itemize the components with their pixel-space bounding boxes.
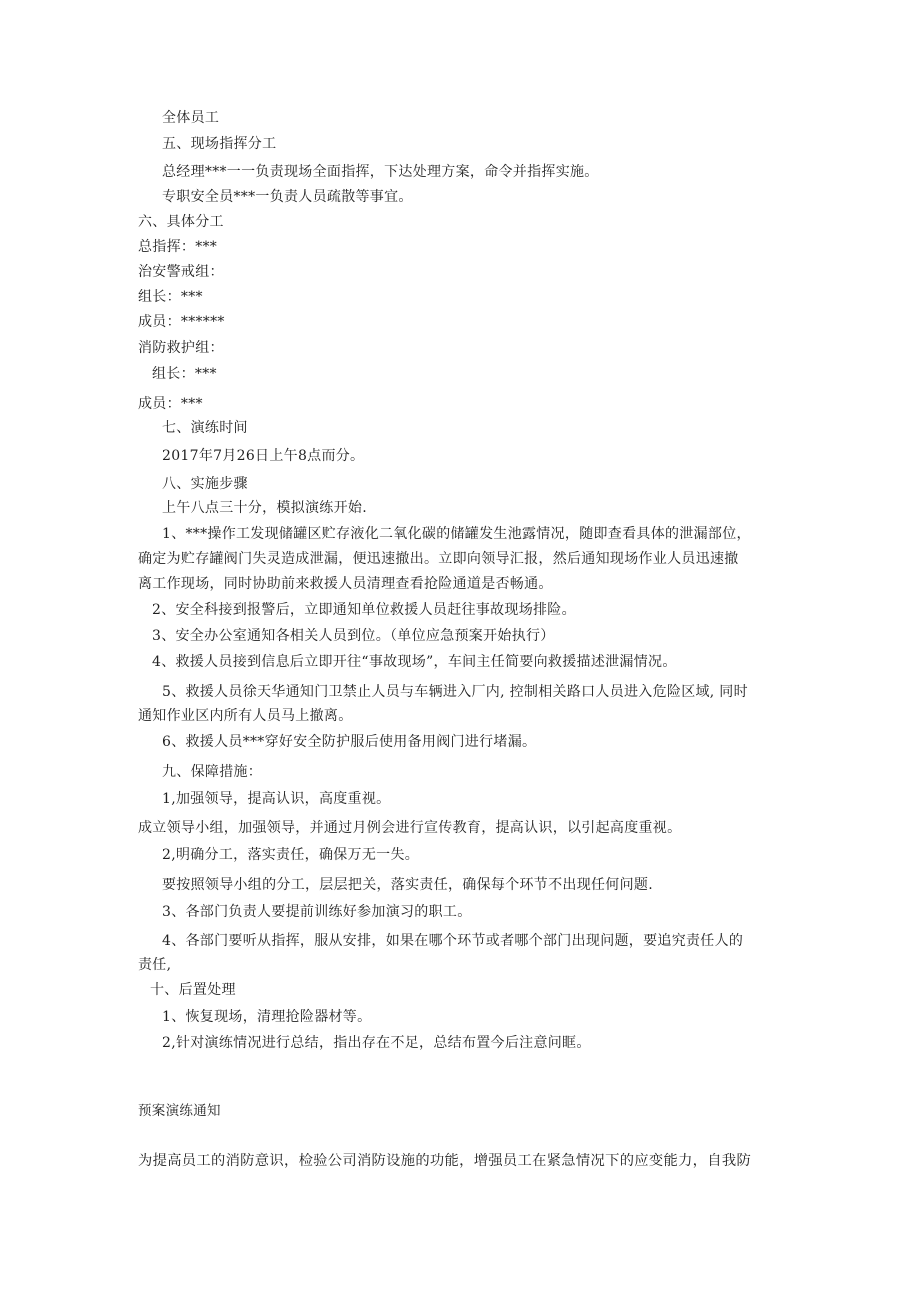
text-line: 2、安全科接到报警后，立即通知单位救援人员赶往事故现场排险。 — [152, 602, 576, 618]
text-line: 组长：*** — [152, 366, 217, 382]
text-line: 2017年7月26日上午8点而分。 — [162, 448, 365, 464]
text-line: 1、***操作工发现储罐区贮存液化二氧化碳的储罐发生池露情况，随即查看具体的泄漏部位， — [162, 526, 751, 542]
text-line: 总指挥：*** — [138, 239, 218, 255]
notice-title: 预案演练通知 — [138, 1103, 221, 1119]
text-line: 专职安全员***一负责人员疏散等事宜。 — [162, 189, 413, 205]
text-line: 5、救援人员徐天华通知门卫禁止人员与车辆进入厂内, 控制相关路口人员进入危险区域, 同时 — [162, 684, 748, 700]
text-line: 消防救护组： — [138, 340, 224, 356]
text-line: 4、各部门要听从指挥，服从安排，如果在哪个环节或者哪个部门出现问题，要追究责任人的 — [162, 933, 744, 949]
text-line: 2,明确分工，落实责任，确保万无一失。 — [162, 847, 420, 863]
text-line: 成员：****** — [138, 314, 225, 330]
section-heading: 七、演练时间 — [162, 420, 248, 436]
text-line: 确定为贮存罐阀门失灵造成泄漏，便迅速撤出。立即向领导汇报，然后通知现场作业人员迅速撤 — [138, 551, 739, 567]
text-line: 总经理***一一负责现场全面指挥，下达处理方案，命令并指挥实施。 — [162, 164, 599, 180]
section-heading: 八、实施步骤 — [162, 476, 248, 492]
text-line: 成立领导小组，加强领导，并通过月例会进行宣传教育，提高认识，以引起高度重视。 — [138, 820, 682, 836]
text-line: 3、安全办公室通知各相关人员到位。（单位应急预案开始执行） — [152, 628, 555, 644]
text-line: 2,针对演练情况进行总结，指出存在不足，总结布置今后注意问眶。 — [162, 1035, 591, 1051]
section-heading: 六、具体分工 — [138, 214, 224, 230]
text-line: 通知作业区内所有人员马上撤离。 — [138, 708, 353, 724]
text-line: 4、救援人员接到信息后立即开往“事故现场”，车间主任简要向救援描述泄漏情况。 — [152, 654, 677, 670]
text-line: 3、各部门负责人要提前训练好参加演习的职工。 — [162, 904, 472, 920]
text-line: 离工作现场，同时协助前来救援人员清理查看抢险通道是否畅通。 — [138, 576, 553, 592]
text-line: 要按照领导小组的分工，层层把关，落实责任，确保每个环节不出现任何问题. — [162, 877, 653, 893]
text-line: 责任, — [138, 957, 172, 973]
text-line: 治安警戒组： — [138, 264, 224, 280]
section-heading: 五、现场指挥分工 — [162, 136, 277, 152]
text-line: 全体员工 — [162, 110, 220, 126]
section-heading: 九、保障措施： — [162, 764, 263, 780]
text-line: 组长：*** — [138, 289, 203, 305]
text-line: 1、恢复现场，清理抢险器材等。 — [162, 1009, 372, 1025]
text-line: 成员：*** — [138, 396, 203, 412]
text-line: 上午八点三十分，模拟演练开始. — [162, 500, 367, 516]
text-line: 为提高员工的消防意识，检验公司消防设施的功能，增强员工在紧急情况下的应变能力，自我防 — [138, 1153, 752, 1169]
section-heading: 十、后置处理 — [150, 982, 236, 998]
text-line: 1,加强领导，提高认识，高度重视。 — [162, 791, 391, 807]
text-line: 6、救援人员***穿好安全防护服后使用备用阀门进行堵漏。 — [162, 734, 537, 750]
